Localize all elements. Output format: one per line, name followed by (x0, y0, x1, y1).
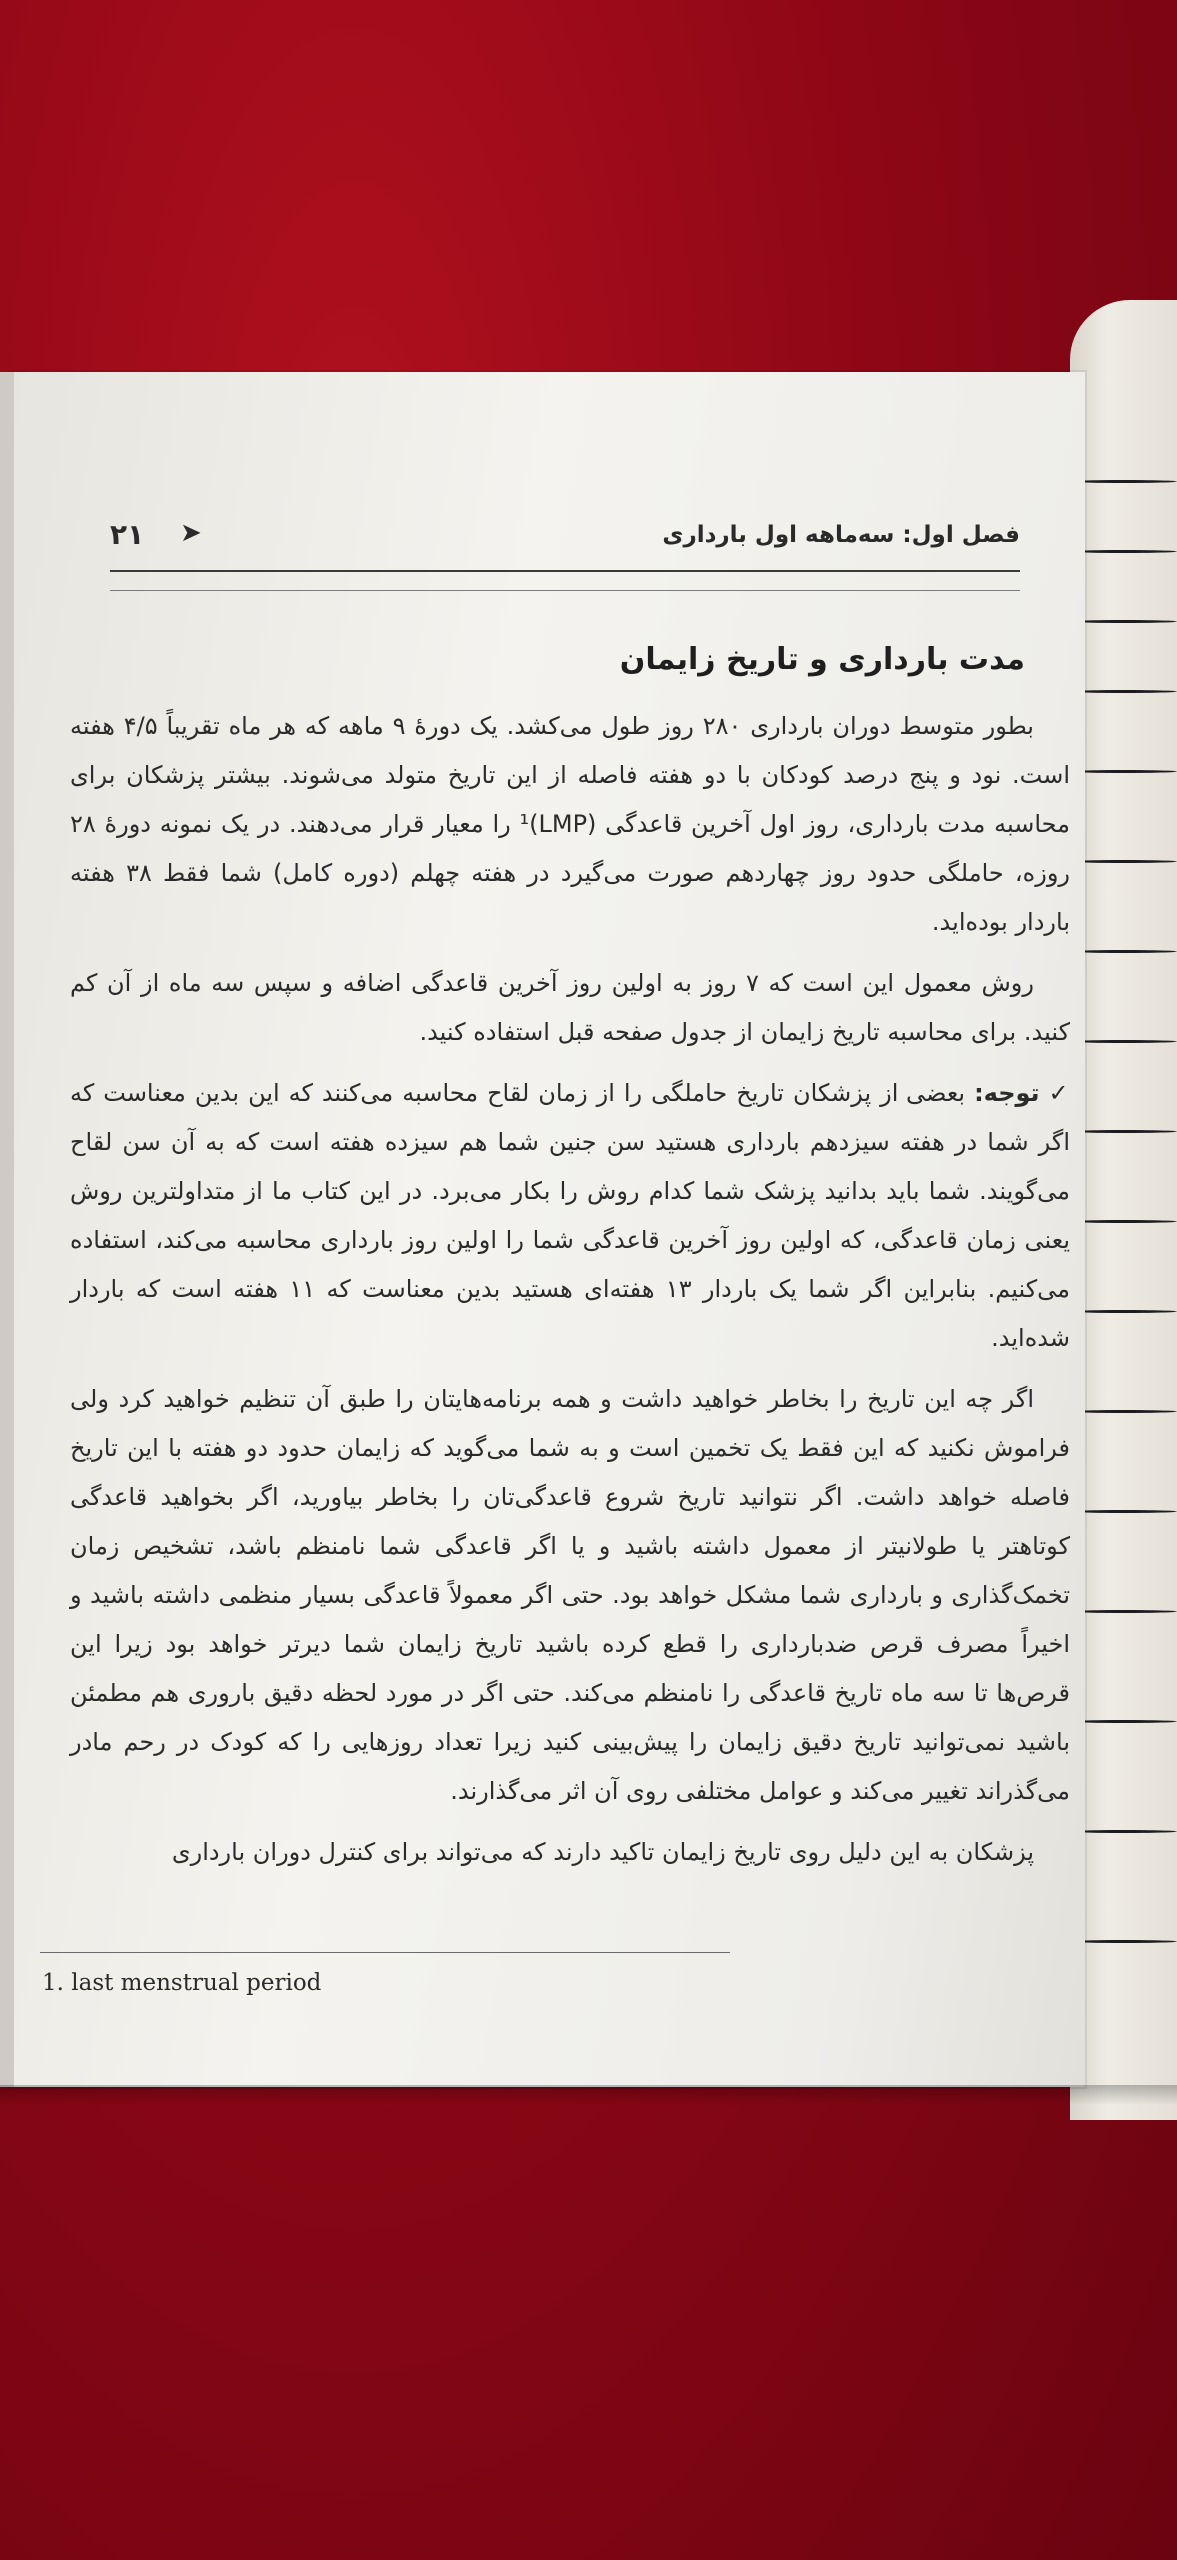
body-text (70, 702, 1070, 1889)
arrow-icon: ➤ (180, 518, 202, 548)
header-rule-thin (110, 590, 1020, 591)
paragraph: بطور متوسط دوران بارداری ۲۸۰ روز طول می‌کشد. یک دورهٔ ۹ ماهه که هر ماه تقریباً ۴/۵ هفته است. نود و پنج درصد کودکان با دو هفته فاصله از این تاریخ متولد می‌شوند. بیشتر پزشکان برای محاسبه مدت بارداری، روز اول آخرین قاعدگی (LMP)¹ را معیار قرار می‌دهند. در یک نمونه دورهٔ ۲۸ روزه، حاملگی حدود روز چهاردهم صورت می‌گیرد در هفته چهلم (دوره کامل) شما فقط ۳۸ هفته باردار بوده‌اید. (70, 712, 1070, 936)
page-shadow (0, 2085, 1177, 2105)
paragraph: اگر چه این تاریخ را بخاطر خواهید داشت و همه برنامه‌هایتان را طبق آن تنظیم خواهید کرد ولی فراموش نکنید که این فقط یک تخمین است و به شما می‌گوید که زایمان حدود دو هفته با این تاریخ فاصله خواهد داشت. اگر نتوانید تاریخ شروع قاعدگی‌تان را بخاطر بیاورید، اگر بخواهید قاعدگی کوتاهتر یا طولانیتر از معمول داشته باشید و یا اگر قاعدگی شما نامنظم باشد، تشخیص زمان تخمک‌گذاری و بارداری شما مشکل خواهد بود. حتی اگر معمولاً قاعدگی بسیار منظمی داشته باشید و اخیراً مصرف قرص ضدبارداری را قطع کرده باشید تاریخ زایمان شما دیرتر خواهد بود زیرا این قرص‌ها تا سه ماه تاریخ قاعدگی را نامنظم می‌کند. حتی اگر در مورد لحظه دقیق باروری هم مطمئن باشید نمی‌توانید تاریخ دقیق زایمان را پیش‌بینی کنید زیرا تعداد روزهایی را که کودک در رحم مادر می‌گذراند تغییر می‌کند و عوامل مختلفی روی آن اثر می‌گذارند. (70, 1385, 1070, 1805)
paragraph: پزشکان به این دلیل روی تاریخ زایمان تاکید دارند که می‌تواند برای کنترل دوران بارداری (171, 1838, 1034, 1866)
note-label: توجه: (974, 1079, 1040, 1107)
note-paragraph (70, 1069, 1070, 1363)
page-edge (0, 372, 14, 2087)
checkmark-icon: ✓ (1048, 1079, 1070, 1107)
book-page (10, 372, 1085, 2087)
paragraph: روش معمول این است که ۷ روز به اولین روز آخرین قاعدگی اضافه و سپس سه ماه از آن کم کنید. برای محاسبه تاریخ زایمان از جدول صفحه قبل استفاده کنید. (70, 969, 1070, 1046)
header-rule (110, 570, 1020, 572)
section-title: مدت بارداری و تاریخ زایمان (619, 642, 1025, 677)
page-number: ۲۱ (110, 518, 145, 551)
note-text: بعضی از پزشکان تاریخ حاملگی را از زمان لقاح محاسبه می‌کنند که این بدین معناست که اگر شما در هفته سیزدهم بارداری هستید سن جنین شما هم سیزده هفته است که به آن سن لقاح می‌گویند. شما باید بدانید پزشک شما کدام روش را بکار می‌برد. در این کتاب ما از متداولترین روش یعنی زمان قاعدگی، که اولین روز آخرین قاعدگی شما را اولین روز بارداری محاسبه می‌کند، استفاده می‌کنیم. بنابراین اگر شما یک باردار ۱۳ هفته‌ای هستید بدین معناست که ۱۱ هفته است که باردار شده‌اید. (70, 1079, 1070, 1352)
chapter-title: فصل اول: سه‌ماهه اول بارداری (662, 522, 1020, 548)
adjacent-book-pages (1070, 300, 1177, 2120)
running-header (110, 512, 1020, 562)
footnote: 1. last menstrual period (42, 1970, 322, 1996)
footnote-rule (40, 1952, 730, 1953)
